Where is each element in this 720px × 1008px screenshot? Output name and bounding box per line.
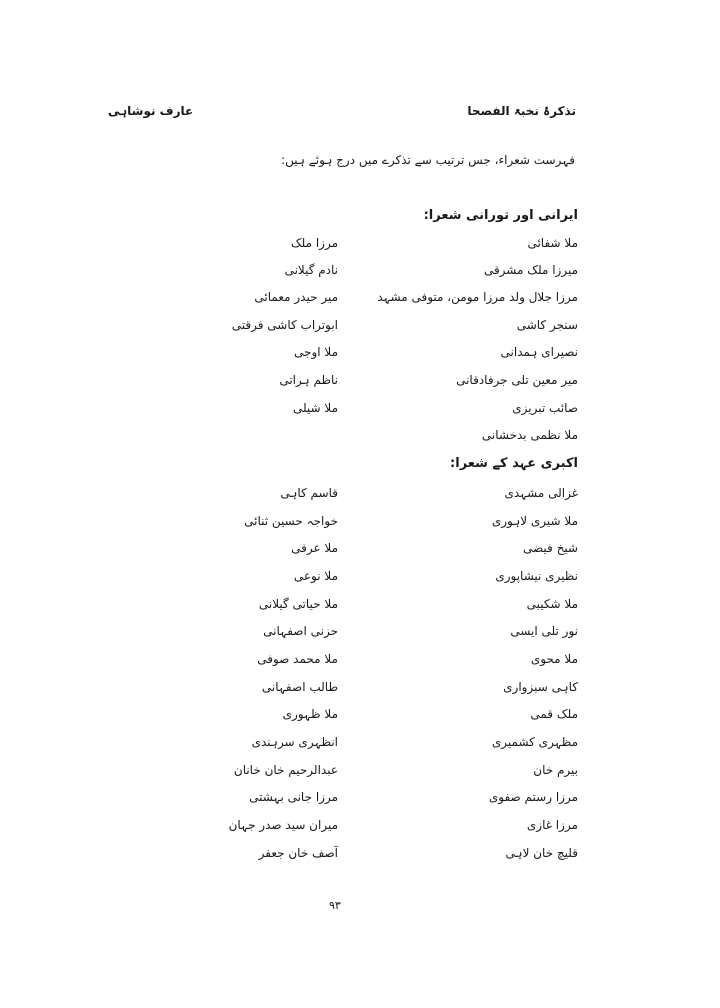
- list-item: [0, 318, 720, 342]
- section-heading-akbari: اکبری عہد کے شعرا:: [450, 456, 578, 471]
- list-item: [0, 486, 720, 510]
- poet-name: میران سید صدر جہان: [228, 818, 338, 832]
- poet-name: نادم گیلانی: [284, 263, 338, 277]
- poet-name: ملا شکیبی: [526, 597, 578, 611]
- list-item: [0, 263, 720, 287]
- list-item: [0, 680, 720, 704]
- poet-name: ملا شیری لاہوری: [491, 514, 578, 528]
- poet-name: غزالی مشہدی: [504, 486, 578, 500]
- poet-name: میر معین تلی جرفادقانی: [456, 373, 578, 387]
- poet-name: ملا نظمی بدخشانی: [481, 428, 578, 442]
- poet-name: میرزا ملک مشرقی: [483, 263, 578, 277]
- poet-name: ملا اوجی: [294, 345, 338, 359]
- poet-name: حزنی اصفہانی: [263, 624, 338, 638]
- list-item: [0, 428, 720, 452]
- poet-name: صائب تبریزی: [512, 401, 578, 415]
- poet-name: نصیرای ہمدانی: [500, 345, 578, 359]
- poet-name: ملک قمی: [530, 707, 578, 721]
- poet-name: عبدالرحیم خان خانان: [233, 763, 338, 777]
- list-item: [0, 401, 720, 425]
- poet-name: ملا شفائی: [527, 236, 578, 250]
- poet-name: قاسم کاہی: [280, 486, 338, 500]
- poet-name: ملا ظہوری: [282, 707, 338, 721]
- poet-name: مظہری کشمیری: [491, 735, 578, 749]
- list-item: [0, 569, 720, 593]
- poet-name: ملا حیاتی گیلانی: [258, 597, 338, 611]
- poet-name: مرزا رستم صفوی: [488, 790, 578, 804]
- poet-name: ملا نوعی: [293, 569, 338, 583]
- poet-name: خواجہ حسین ثنائی: [244, 514, 338, 528]
- list-item: [0, 236, 720, 260]
- poet-name: مرزا غازی: [526, 818, 578, 832]
- list-item: [0, 373, 720, 397]
- list-item: [0, 707, 720, 731]
- poet-name: انظہری سرہندی: [251, 735, 338, 749]
- poet-name: ملا محمد صوفی: [257, 652, 338, 666]
- poet-name: شیخ فیضی: [522, 541, 578, 555]
- list-item: [0, 763, 720, 787]
- poet-name: طالب اصفہانی: [261, 680, 338, 694]
- poet-name: مرزا ملک: [290, 236, 338, 250]
- list-item: [0, 514, 720, 538]
- poet-name: ملا محوی: [530, 652, 578, 666]
- poet-name: ابوتراب کاشی فرقتی: [231, 318, 338, 332]
- poet-name: مرزا جانی بہشتی: [249, 790, 338, 804]
- list-item: [0, 818, 720, 842]
- poet-name: آصف خان جعفر: [258, 846, 338, 860]
- list-item: [0, 345, 720, 369]
- list-item: [0, 846, 720, 870]
- poet-name: کاہی سبزواری: [503, 680, 578, 694]
- intro-line: فہرست شعراء، جس ترتیب سے تذکرے میں درج ہوئے ہیں:: [281, 153, 575, 167]
- list-item: [0, 790, 720, 814]
- page-number: ۹۳: [329, 899, 341, 912]
- list-item: [0, 735, 720, 759]
- list-item: [0, 290, 720, 314]
- section-heading-iranian: ایرانی اور تورانی شعرا:: [423, 208, 578, 223]
- list-item: [0, 624, 720, 648]
- poet-name: ناظم ہراتی: [279, 373, 338, 387]
- poet-name: میر حیدر معمائی: [254, 290, 338, 304]
- poet-name: نور تلی ایسی: [510, 624, 578, 638]
- running-header-title: تذکرۂ نخبۃ الفصحا: [467, 104, 576, 118]
- poet-name: ملا شیلی: [292, 401, 338, 415]
- list-item: [0, 597, 720, 621]
- list-item: [0, 652, 720, 676]
- running-header-author: عارف نوشاہی: [108, 104, 194, 118]
- list-item: [0, 541, 720, 565]
- poet-name: قلیچ خان لاہی: [505, 846, 578, 860]
- poet-name: ملا عرفی: [291, 541, 338, 555]
- poet-name: بیرم خان: [533, 763, 578, 777]
- poet-name: سنجر کاشی: [516, 318, 578, 332]
- poet-name: نظیری نیشاپوری: [495, 569, 578, 583]
- poet-name: مرزا جلال ولد مرزا مومن، متوفی مشہد: [377, 290, 578, 304]
